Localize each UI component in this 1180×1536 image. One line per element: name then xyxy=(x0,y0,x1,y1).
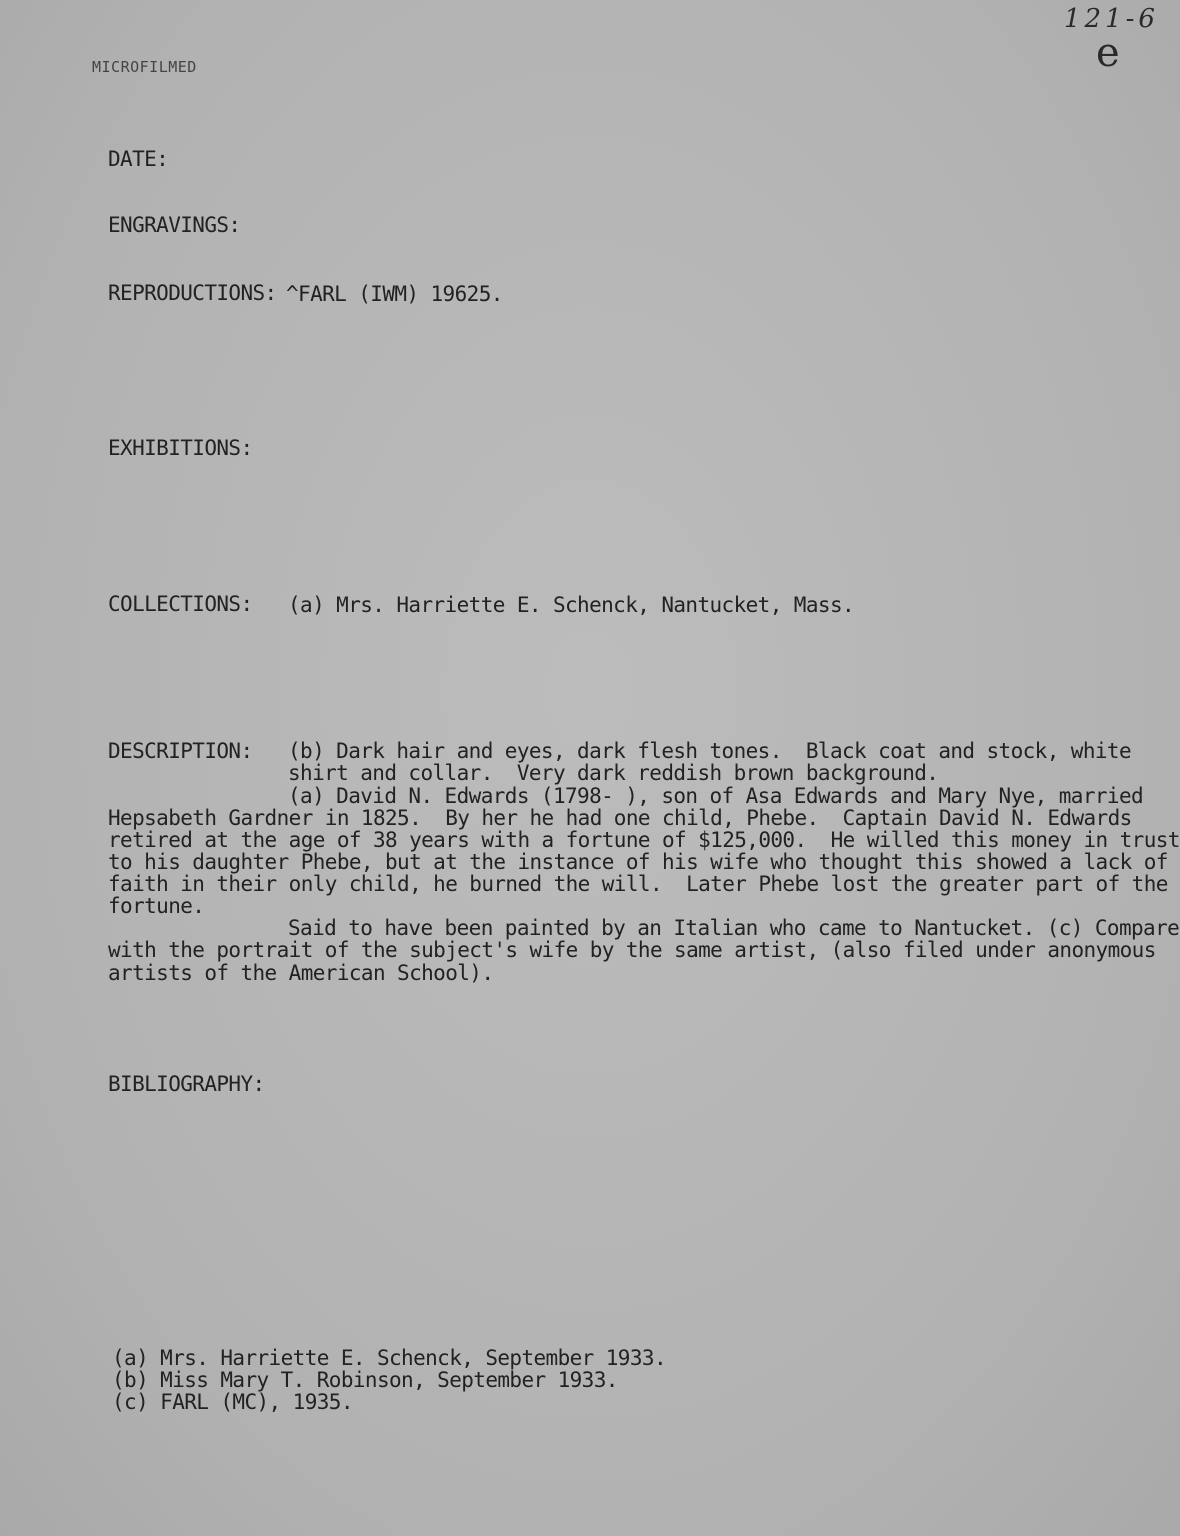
description-line: (b) Dark hair and eyes, dark flesh tones. Black coat and stock, white xyxy=(288,739,1132,763)
source-item: (b) Miss Mary T. Robinson, September 1933. xyxy=(112,1368,618,1392)
handwritten-letter: e xyxy=(1096,30,1120,76)
description-line: with the portrait of the subject's wife by the same artist, (also filed under anonymous xyxy=(108,938,1156,962)
reproductions-label: REPRODUCTIONS: xyxy=(108,281,277,305)
engravings-label: ENGRAVINGS: xyxy=(108,213,241,237)
description-line: to his daughter Phebe, but at the instance of his wife who thought this showed a lack of xyxy=(108,850,1168,874)
bibliography-label: BIBLIOGRAPHY: xyxy=(108,1072,265,1096)
description-line: fortune. xyxy=(108,894,205,918)
source-item: (c) FARL (MC), 1935. xyxy=(112,1390,353,1414)
exhibitions-label: EXHIBITIONS: xyxy=(108,436,253,460)
description-line: Hepsabeth Gardner in 1825. By her he had one child, Phebe. Captain David N. Edwards xyxy=(108,806,1132,830)
date-label: DATE: xyxy=(108,147,169,171)
description-line: shirt and collar. Very dark reddish brown background. xyxy=(288,761,939,785)
collections-value: (a) Mrs. Harriette E. Schenck, Nantucket, Mass. xyxy=(288,593,855,617)
microfilmed-stamp: MICROFILMED xyxy=(92,58,197,76)
reproductions-value: ^FARL (IWM) 19625. xyxy=(286,282,503,306)
collections-label: COLLECTIONS: xyxy=(108,592,253,616)
description-line: faith in their only child, he burned the will. Later Phebe lost the greater part of the xyxy=(108,872,1168,896)
description-line: retired at the age of 38 years with a fortune of $125,000. He willed this money in trust xyxy=(108,828,1180,852)
source-item: (a) Mrs. Harriette E. Schenck, September 1933. xyxy=(112,1346,666,1370)
description-line: artists of the American School). xyxy=(108,961,494,985)
description-line: Said to have been painted by an Italian who came to Nantucket. (c) Compare xyxy=(288,916,1180,940)
description-label: DESCRIPTION: xyxy=(108,739,253,763)
handwritten-code: 121-6 xyxy=(1064,4,1159,34)
description-line: (a) David N. Edwards (1798- ), son of Asa Edwards and Mary Nye, married xyxy=(288,784,1144,808)
